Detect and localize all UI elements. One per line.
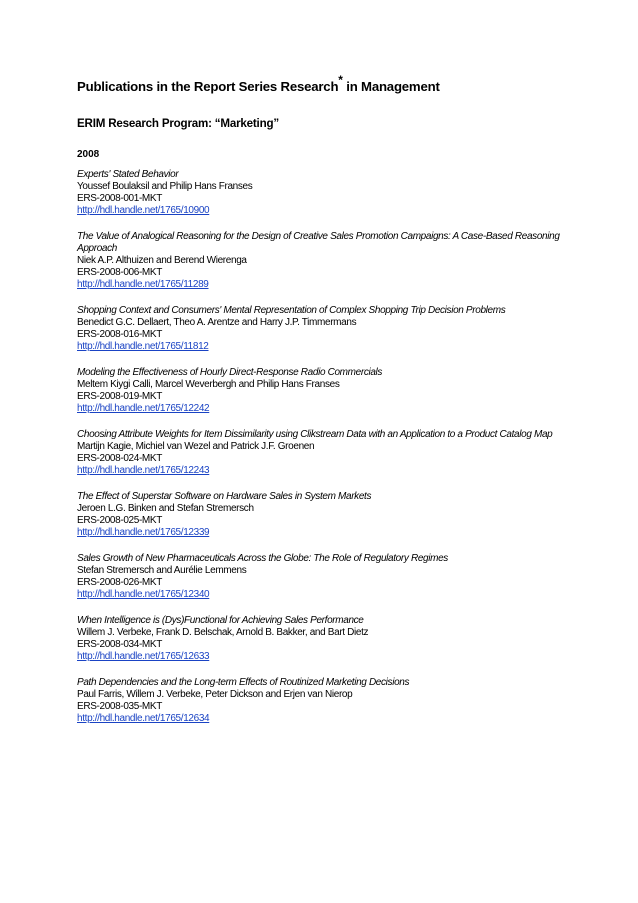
handle-link[interactable]: http://hdl.handle.net/1765/12340: [77, 589, 210, 600]
publication-entry: [77, 367, 567, 415]
publication-entry: [77, 305, 567, 353]
publication-entry: [77, 231, 567, 291]
publication-title: Experts' Stated Behavior: [77, 169, 179, 180]
publication-title: When Intelligence is (Dys)Functional for Achieving Sales Performance: [77, 615, 364, 626]
publication-title: Choosing Attribute Weights for Item Dissimilarity using Clikstream Data with an Application to a Product Catalog Map: [77, 429, 553, 440]
publication-entry: [77, 169, 567, 217]
handle-link[interactable]: http://hdl.handle.net/1765/11812: [77, 341, 209, 352]
report-number: ERS-2008-024-MKT: [77, 453, 162, 464]
handle-link[interactable]: http://hdl.handle.net/1765/12242: [77, 403, 210, 414]
report-number: ERS-2008-019-MKT: [77, 391, 162, 402]
publication-entry: [77, 615, 567, 663]
program-heading: ERIM Research Program: “Marketing”: [77, 117, 279, 130]
handle-link[interactable]: http://hdl.handle.net/1765/10900: [77, 205, 210, 216]
page-title: [77, 72, 567, 94]
publication-authors: Martijn Kagie, Michiel van Wezel and Patrick J.F. Groenen: [77, 441, 315, 452]
handle-link[interactable]: http://hdl.handle.net/1765/12339: [77, 527, 210, 538]
handle-link[interactable]: http://hdl.handle.net/1765/12634: [77, 713, 210, 724]
publication-authors: Jeroen L.G. Binken and Stefan Stremersch: [77, 503, 254, 514]
report-number: ERS-2008-006-MKT: [77, 267, 162, 278]
report-number: ERS-2008-034-MKT: [77, 639, 162, 650]
report-number: ERS-2008-026-MKT: [77, 577, 162, 588]
title-text: Publications in the Report Series Research: [77, 79, 339, 94]
year-heading: 2008: [77, 149, 100, 160]
publication-title: The Value of Analogical Reasoning for the Design of Creative Sales Promotion Campaigns: A Case-Based Reasoning Approach: [77, 231, 560, 254]
document-page: [77, 72, 567, 739]
publication-authors: Niek A.P. Althuizen and Berend Wierenga: [77, 255, 247, 266]
publication-entry: [77, 553, 567, 601]
publication-authors: Benedict G.C. Dellaert, Theo A. Arentze and Harry J.P. Timmermans: [77, 317, 357, 328]
title-suffix: in Management: [342, 79, 440, 94]
report-number: ERS-2008-016-MKT: [77, 329, 162, 340]
publication-authors: Meltem Kiygi Calli, Marcel Weverbergh and Philip Hans Franses: [77, 379, 340, 390]
report-number: ERS-2008-001-MKT: [77, 193, 162, 204]
publication-authors: Paul Farris, Willem J. Verbeke, Peter Dickson and Erjen van Nierop: [77, 689, 353, 700]
report-number: ERS-2008-035-MKT: [77, 701, 162, 712]
publication-title: The Effect of Superstar Software on Hardware Sales in System Markets: [77, 491, 372, 502]
publication-title: Shopping Context and Consumers' Mental Representation of Complex Shopping Trip Decision Problems: [77, 305, 506, 316]
publication-title: Sales Growth of New Pharmaceuticals Across the Globe: The Role of Regulatory Regimes: [77, 553, 448, 564]
footnote-mark: *: [338, 72, 343, 87]
publication-authors: Stefan Stremersch and Aurélie Lemmens: [77, 565, 247, 576]
publication-entry: [77, 429, 567, 477]
publication-list: [77, 169, 567, 725]
publication-entry: [77, 491, 567, 539]
handle-link[interactable]: http://hdl.handle.net/1765/12243: [77, 465, 210, 476]
publication-title: Modeling the Effectiveness of Hourly Direct-Response Radio Commercials: [77, 367, 383, 378]
handle-link[interactable]: http://hdl.handle.net/1765/12633: [77, 651, 210, 662]
publication-entry: [77, 677, 567, 725]
publication-title: Path Dependencies and the Long-term Effects of Routinized Marketing Decisions: [77, 677, 410, 688]
publication-authors: Youssef Boulaksil and Philip Hans Franses: [77, 181, 253, 192]
report-number: ERS-2008-025-MKT: [77, 515, 162, 526]
publication-authors: Willem J. Verbeke, Frank D. Belschak, Arnold B. Bakker, and Bart Dietz: [77, 627, 369, 638]
handle-link[interactable]: http://hdl.handle.net/1765/11289: [77, 279, 209, 290]
